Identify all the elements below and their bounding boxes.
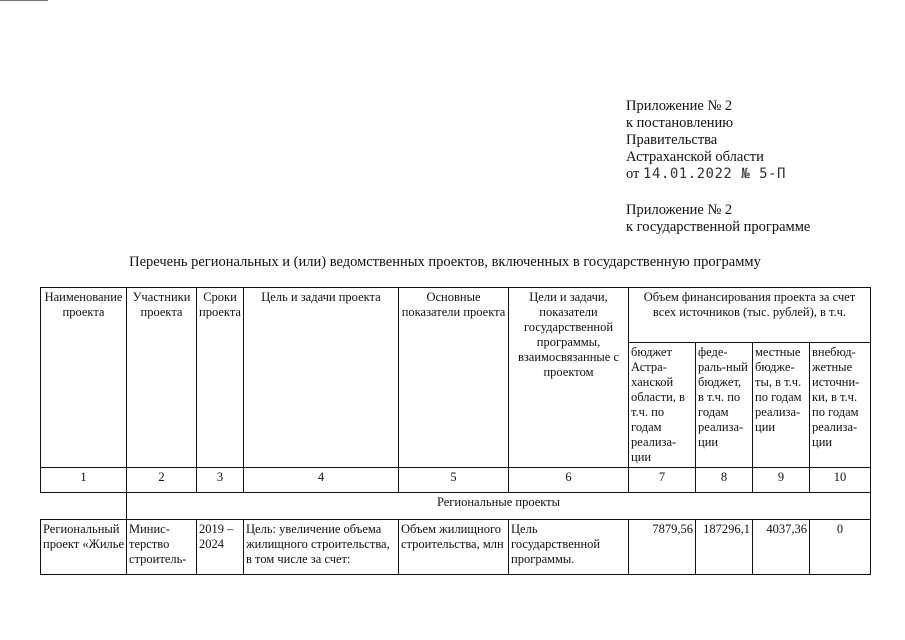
project-row [41, 520, 871, 575]
header-local-budget: местные бюдже-ты, в т.ч. по годам реализа-ции [753, 343, 810, 468]
header-financing: Объем финансирования проекта за счет всех источников (тыс. рублей), в т.ч. [629, 288, 871, 343]
column-number: 2 [127, 468, 197, 493]
appendix-line-1: Приложение № 2 [626, 98, 733, 114]
document-title: Перечень региональных и (или) ведомственных проектов, включенных в государственную программу [129, 254, 761, 270]
appendix-line-3: Правительства [626, 132, 718, 148]
header-program-goals: Цели и задачи, показатели государственной программы, взаимосвязанные с проектом [509, 288, 629, 468]
header-regional-budget: бюджет Астра-ханской области, в т.ч. по годам реализа-ции [629, 343, 696, 468]
header-row-1 [41, 288, 871, 343]
project-local-budget: 4037,36 [753, 520, 810, 575]
appendix-date-number: 14.01.2022 № 5-П [643, 166, 786, 182]
section-row [41, 493, 871, 520]
scan-corner-mark [0, 0, 48, 1]
column-number: 10 [810, 468, 871, 493]
column-number: 6 [509, 468, 629, 493]
appendix-block [626, 98, 786, 183]
column-number: 7 [629, 468, 696, 493]
header-indicators: Основные показатели проекта [399, 288, 509, 468]
project-period: 2019 – 2024 [197, 520, 244, 575]
project-extra-budget: 0 [810, 520, 871, 575]
section-spacer-cell [41, 493, 127, 520]
projects-table [40, 287, 871, 575]
header-participants: Участники проекта [127, 288, 197, 468]
header-period: Сроки проекта [197, 288, 244, 468]
appendix-date-line [626, 166, 786, 183]
header-federal-budget: феде-раль-ный бюджет, в т.ч. по годам реализа-ции [696, 343, 753, 468]
appendix-line-2: к постановлению [626, 115, 734, 131]
column-number: 9 [753, 468, 810, 493]
appendix2-block [626, 202, 810, 236]
header-goal: Цель и задачи проекта [244, 288, 399, 468]
column-number: 4 [244, 468, 399, 493]
project-program-goals: Цель государственной программы. [509, 520, 629, 575]
appendix2-line-2: к государственной программе [626, 219, 811, 235]
header-project-name: Наименование проекта [41, 288, 127, 468]
header-extra-budget: внебюд-жетные источни-ки, в т.ч. по годам реализа-ции [810, 343, 871, 468]
project-indicators: Объем жилищного строительства, млн [399, 520, 509, 575]
column-number: 3 [197, 468, 244, 493]
column-number: 1 [41, 468, 127, 493]
appendix2-line-1: Приложение № 2 [626, 202, 733, 218]
column-number: 5 [399, 468, 509, 493]
appendix-date-prefix: от [626, 166, 640, 182]
appendix-line-4: Астраханской области [626, 149, 764, 165]
column-number: 8 [696, 468, 753, 493]
project-goal: Цель: увеличение объема жилищного строительства, в том числе за счет: [244, 520, 399, 575]
project-participants: Минис-терство строитель- [127, 520, 197, 575]
project-regional-budget: 7879,56 [629, 520, 696, 575]
column-numbers-row [41, 468, 871, 493]
project-federal-budget: 187296,1 [696, 520, 753, 575]
section-title: Региональные проекты [127, 493, 871, 520]
project-name: Региональный проект «Жилье [41, 520, 127, 575]
